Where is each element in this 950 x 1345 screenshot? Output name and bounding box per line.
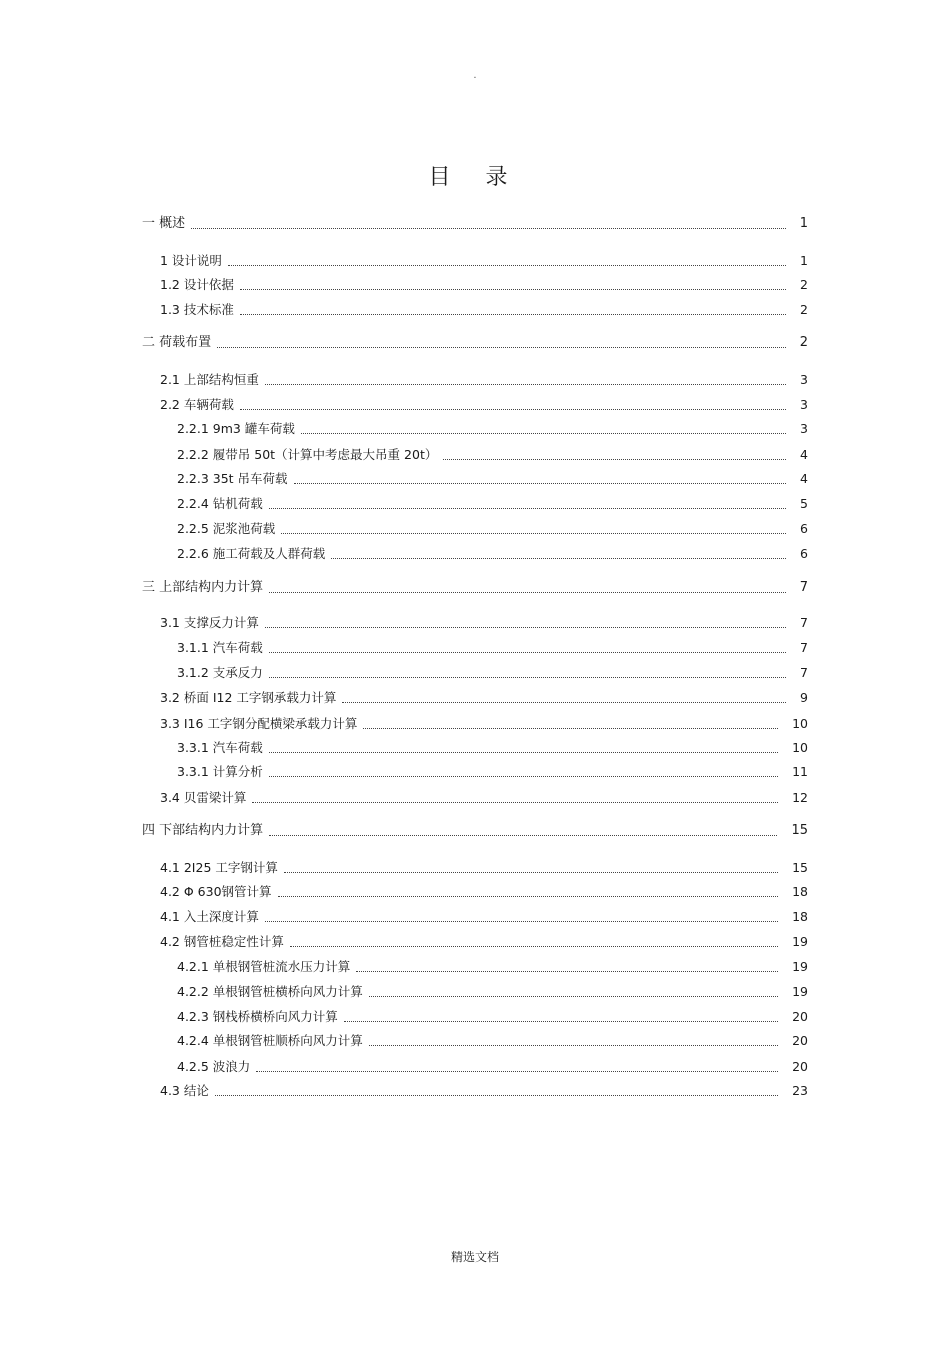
- toc-entry-label: 3.3 I16 工字钢分配横梁承载力计算: [160, 716, 358, 731]
- toc-entry-page: 15: [792, 860, 808, 875]
- toc-leader-dots: [331, 557, 786, 559]
- toc-leader-dots: [369, 1044, 778, 1046]
- toc-entry-page: 3: [800, 421, 808, 436]
- toc-entry-page: 11: [792, 764, 808, 779]
- toc-leader-dots: [294, 482, 786, 484]
- toc-entry-page: 7: [799, 580, 808, 595]
- toc-entry-page: 3: [800, 372, 808, 387]
- toc-leader-dots: [269, 834, 777, 836]
- toc-entry-page: 6: [800, 546, 808, 561]
- toc-entry-page: 18: [792, 909, 808, 924]
- toc-entry-label: 4.2 Φ 630钢管计算: [160, 884, 272, 899]
- toc-leader-dots: [256, 1070, 778, 1072]
- toc-entry[interactable]: [177, 664, 808, 682]
- toc-leader-dots: [269, 591, 786, 593]
- toc-entry[interactable]: [160, 614, 808, 632]
- toc-entry-label: 3.3.1 汽车荷载: [177, 740, 263, 755]
- toc-entry-page: 4: [800, 447, 808, 462]
- toc-entry[interactable]: [160, 933, 808, 951]
- toc-entry-label: 2.2.1 9m3 罐车荷载: [177, 421, 295, 436]
- toc-entry[interactable]: [142, 215, 808, 233]
- toc-entry[interactable]: [142, 334, 808, 352]
- toc-leader-dots: [301, 432, 786, 434]
- toc-entry-page: 7: [800, 665, 808, 680]
- toc-leader-dots: [228, 264, 786, 266]
- toc-entry[interactable]: [160, 276, 808, 294]
- toc-entry[interactable]: [177, 545, 808, 563]
- toc-entry[interactable]: [177, 470, 808, 488]
- toc-leader-dots: [269, 775, 778, 777]
- toc-entry[interactable]: [177, 420, 808, 438]
- toc-entry[interactable]: [160, 789, 808, 807]
- toc-entry[interactable]: [177, 1058, 808, 1076]
- toc-entry-label: 3.1 支撑反力计算: [160, 615, 259, 630]
- toc-entry-page: 1: [800, 253, 808, 268]
- toc-entry-label: 2.1 上部结构恒重: [160, 372, 259, 387]
- toc-entry-label: 1.2 设计依据: [160, 277, 234, 292]
- toc-entry-label: 2.2.2 履带吊 50t（计算中考虑最大吊重 20t）: [177, 447, 438, 462]
- toc-entry-label: 3.1.2 支承反力: [177, 665, 263, 680]
- toc-entry-label: 三 上部结构内力计算: [142, 580, 264, 595]
- page-footer: 精选文档: [450, 1250, 499, 1264]
- toc-entry-page: 3: [800, 397, 808, 412]
- toc-leader-dots: [240, 408, 786, 410]
- toc-entry-page: 10: [792, 716, 808, 731]
- toc-entry-page: 2: [799, 335, 808, 350]
- toc-entry[interactable]: [160, 371, 808, 389]
- toc-entry-page: 2: [800, 277, 808, 292]
- toc-leader-dots: [342, 701, 786, 703]
- toc-entry-label: 4.2 钢管桩稳定性计算: [160, 934, 284, 949]
- toc-entry[interactable]: [142, 579, 808, 597]
- toc-entry[interactable]: [177, 520, 808, 538]
- toc-entry-label: 2.2.6 施工荷载及人群荷载: [177, 546, 326, 561]
- toc-leader-dots: [344, 1020, 778, 1022]
- toc-entry[interactable]: [177, 1008, 808, 1026]
- toc-entry-label: 3.1.1 汽车荷载: [177, 640, 263, 655]
- toc-entry-page: 4: [800, 471, 808, 486]
- toc-leader-dots: [240, 313, 786, 315]
- toc-entry-label: 2.2.3 35t 吊车荷载: [177, 471, 288, 486]
- toc-entry-label: 2.2.4 钻机荷载: [177, 496, 263, 511]
- toc-leader-dots: [265, 383, 786, 385]
- toc-entry-page: 7: [800, 640, 808, 655]
- toc-entry-page: 15: [791, 823, 808, 838]
- toc-entry-label: 2.2.5 泥浆池荷载: [177, 521, 276, 536]
- toc-entry-page: 12: [792, 790, 808, 805]
- page-title: 目 录: [428, 165, 522, 190]
- toc-entry-label: 1 设计说明: [160, 253, 222, 268]
- toc-entry[interactable]: [177, 763, 808, 781]
- toc-leader-dots: [278, 895, 779, 897]
- toc-entry-label: 4.2.4 单根钢管桩顺桥向风力计算: [177, 1033, 363, 1048]
- toc-entry[interactable]: [160, 715, 808, 733]
- toc-leader-dots: [443, 458, 786, 460]
- toc-entry-page: 19: [792, 984, 808, 999]
- toc-leader-dots: [215, 1094, 778, 1096]
- toc-leader-dots: [363, 727, 778, 729]
- toc-entry-label: 3.2 桥面 I12 工字钢承载力计算: [160, 690, 337, 705]
- toc-entry-label: 4.2.2 单根钢管桩横桥向风力计算: [177, 984, 363, 999]
- toc-entry-label: 3.4 贝雷梁计算: [160, 790, 247, 805]
- toc-leader-dots: [265, 920, 778, 922]
- toc-entry-page: 18: [792, 884, 808, 899]
- toc-entry[interactable]: [160, 689, 808, 707]
- toc-entry[interactable]: [160, 396, 808, 414]
- toc-entry-label: 4.2.3 钢栈桥横桥向风力计算: [177, 1009, 338, 1024]
- toc-leader-dots: [356, 970, 778, 972]
- toc-entry[interactable]: [160, 883, 808, 901]
- toc-entry-page: 10: [792, 740, 808, 755]
- toc-entry[interactable]: [160, 301, 808, 319]
- toc-entry-page: 6: [800, 521, 808, 536]
- toc-leader-dots: [191, 227, 786, 229]
- toc-entry-page: 23: [792, 1083, 808, 1098]
- toc-entry-page: 9: [800, 690, 808, 705]
- toc-entry-page: 20: [792, 1033, 808, 1048]
- toc-entry-label: 1.3 技术标准: [160, 302, 234, 317]
- toc-entry-label: 一 概述: [142, 216, 186, 231]
- toc-entry-label: 4.2.5 波浪力: [177, 1059, 251, 1074]
- toc-entry-label: 4.3 结论: [160, 1083, 209, 1098]
- toc-leader-dots: [269, 507, 786, 509]
- toc-entry-label: 二 荷载布置: [142, 335, 212, 350]
- toc-entry[interactable]: [177, 983, 808, 1001]
- toc-entry[interactable]: [142, 822, 808, 840]
- toc-entry-label: 4.2.1 单根钢管桩流水压力计算: [177, 959, 351, 974]
- toc-entry-label: 3.3.1 计算分析: [177, 764, 263, 779]
- header-mark: .: [473, 70, 477, 81]
- toc-leader-dots: [269, 676, 786, 678]
- toc-entry-page: 20: [792, 1059, 808, 1074]
- toc-leader-dots: [265, 626, 786, 628]
- toc-entry[interactable]: [177, 639, 808, 657]
- toc-leader-dots: [252, 801, 778, 803]
- toc-leader-dots: [240, 288, 786, 290]
- toc-entry[interactable]: [177, 739, 808, 757]
- toc-entry[interactable]: [177, 446, 808, 464]
- toc-entry-page: 5: [800, 496, 808, 511]
- toc-entry[interactable]: [177, 958, 808, 976]
- toc-entry-page: 20: [792, 1009, 808, 1024]
- toc-entry-page: 7: [800, 615, 808, 630]
- toc-entry-label: 2.2 车辆荷载: [160, 397, 234, 412]
- toc-entry[interactable]: [160, 859, 808, 877]
- toc-leader-dots: [284, 871, 778, 873]
- toc-entry-page: 2: [800, 302, 808, 317]
- toc-entry-label: 4.1 2I25 工字钢计算: [160, 860, 278, 875]
- toc-entry-page: 19: [792, 934, 808, 949]
- toc-leader-dots: [290, 945, 778, 947]
- toc-leader-dots: [269, 751, 778, 753]
- toc-entry-label: 4.1 入土深度计算: [160, 909, 259, 924]
- toc-leader-dots: [269, 651, 786, 653]
- toc-leader-dots: [369, 995, 778, 997]
- toc-entry[interactable]: [177, 1032, 808, 1050]
- toc-entry-page: 1: [799, 216, 808, 231]
- toc-entry[interactable]: [160, 908, 808, 926]
- toc-leader-dots: [281, 532, 786, 534]
- toc-leader-dots: [217, 346, 786, 348]
- toc-entry-page: 19: [792, 959, 808, 974]
- toc-entry-label: 四 下部结构内力计算: [142, 823, 264, 838]
- toc-entry[interactable]: [160, 1082, 808, 1100]
- toc-entry[interactable]: [177, 495, 808, 513]
- toc-entry[interactable]: [160, 252, 808, 270]
